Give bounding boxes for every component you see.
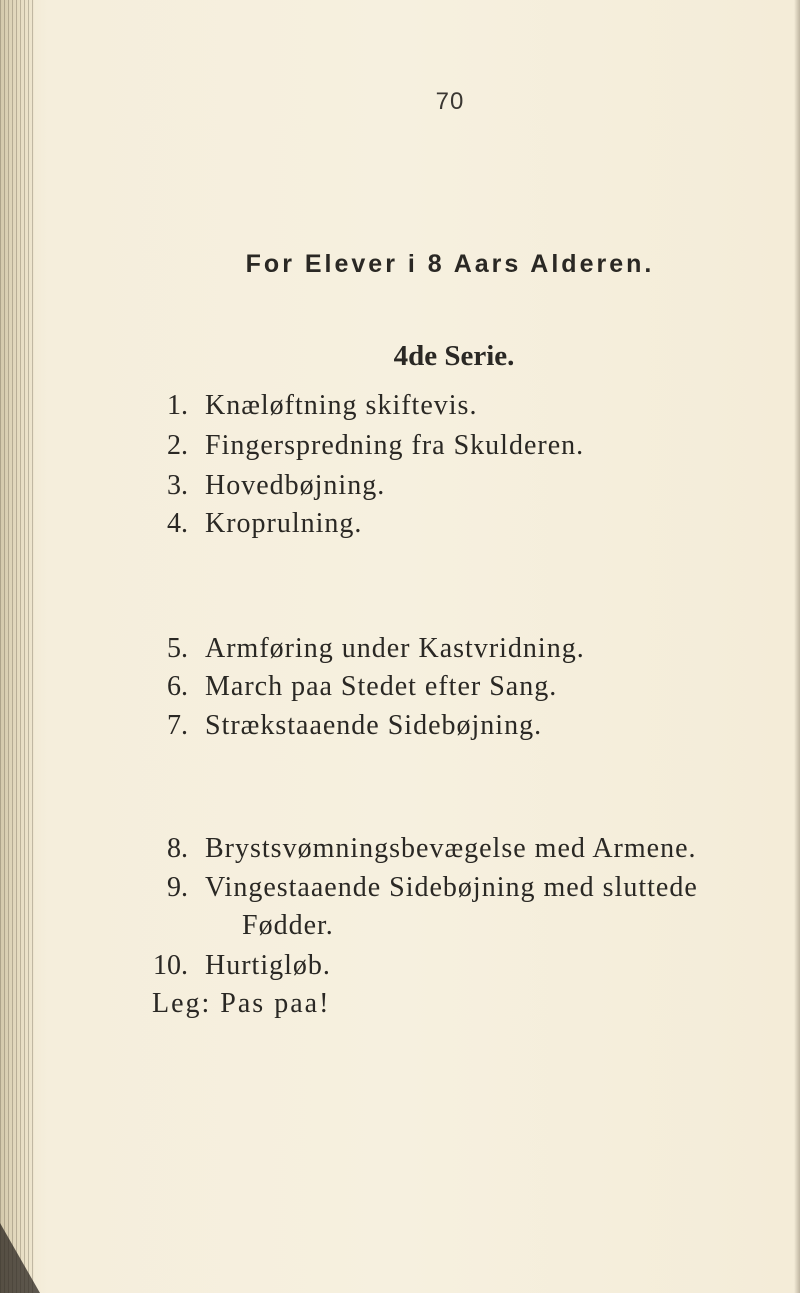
game-instruction: Leg: Pas paa!	[152, 988, 331, 1019]
page-right-edge	[794, 0, 800, 1293]
page-number: 70	[435, 88, 465, 115]
exercise-number: 2.	[167, 430, 188, 461]
exercise-number: 3.	[167, 470, 188, 501]
exercise-number: 9.	[167, 872, 188, 903]
page-binding-edge	[0, 0, 34, 1293]
exercise-text: Strækstaaende Sidebøjning.	[205, 710, 543, 741]
exercise-text: Hurtigløb.	[205, 950, 331, 981]
page-heading: For Elever i 8 Aars Alderen.	[245, 250, 655, 278]
exercise-text: Brystsvømningsbevægelse med Armene.	[205, 833, 697, 864]
exercise-text: Vingestaaende Sidebøjning med sluttede	[205, 872, 698, 903]
exercise-text: Hovedbøjning.	[205, 470, 386, 501]
series-title: 4de Serie.	[393, 340, 515, 372]
exercise-number: 4.	[167, 508, 188, 539]
exercise-number: 8.	[167, 833, 188, 864]
exercise-number: 6.	[167, 671, 188, 702]
exercise-text: Kroprulning.	[205, 508, 363, 539]
exercise-text-continuation: Fødder.	[242, 910, 334, 941]
exercise-number: 7.	[167, 710, 188, 741]
exercise-text: March paa Stedet efter Sang.	[205, 671, 558, 702]
exercise-text: Knæløftning skiftevis.	[205, 390, 478, 421]
exercise-number: 10.	[153, 950, 188, 981]
exercise-number: 5.	[167, 633, 188, 664]
page-corner-shadow	[0, 1223, 40, 1293]
exercise-text: Armføring under Kastvridning.	[205, 633, 585, 664]
exercise-number: 1.	[167, 390, 188, 421]
exercise-text: Fingerspredning fra Skulderen.	[205, 430, 585, 461]
